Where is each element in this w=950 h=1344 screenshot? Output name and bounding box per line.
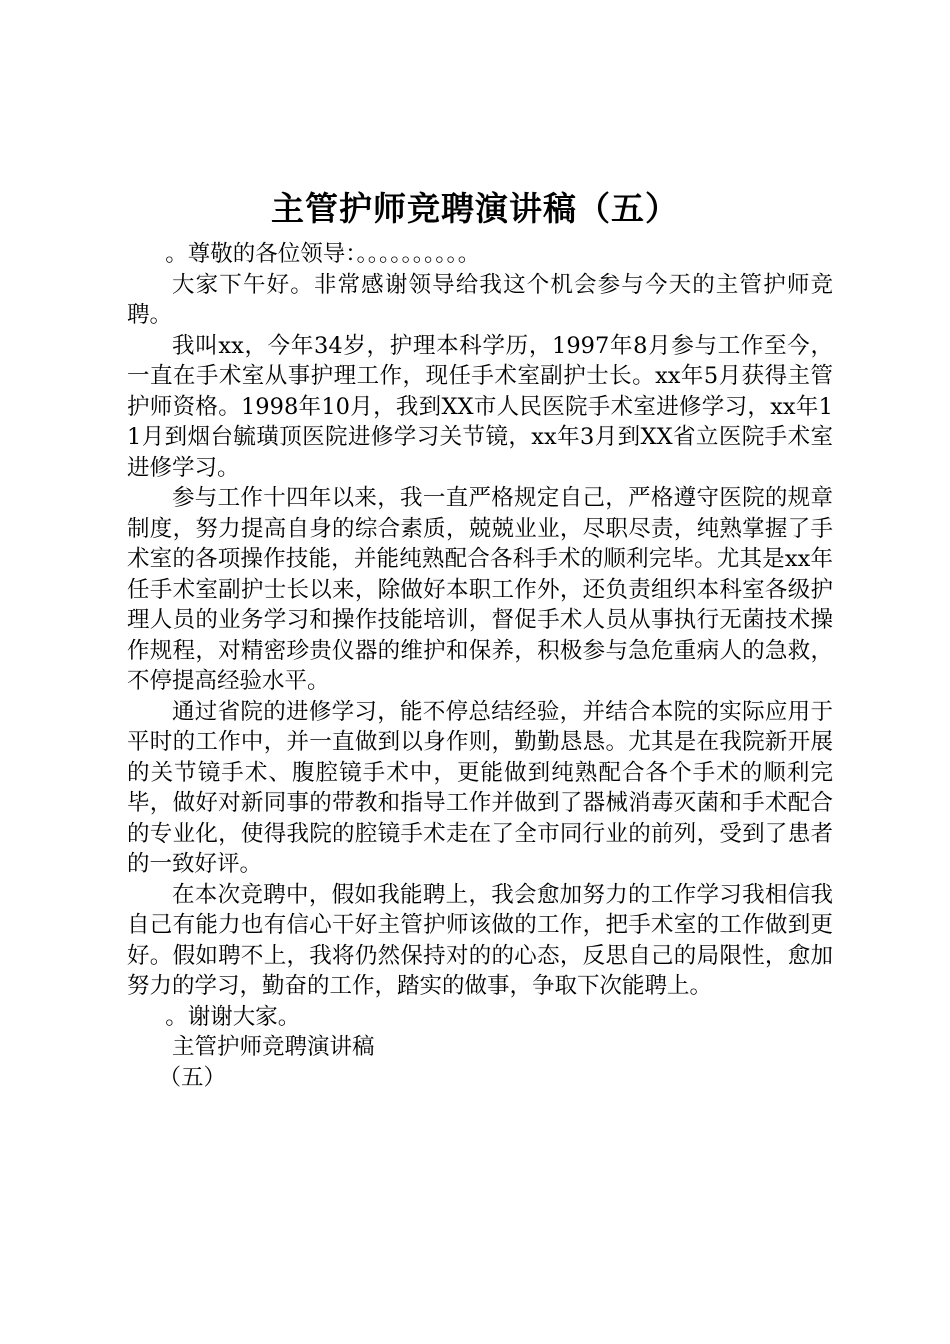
- closing-thanks: 。谢谢大家。: [165, 1003, 301, 1030]
- salutation: 。尊敬的各位领导：。。。。。。。。。。: [165, 241, 481, 267]
- footer-suffix: （五）: [158, 1064, 227, 1091]
- paragraph-work-experience: 参与工作十四年以来，我一直严格规定自己，严格遵守医院的规章制度，努力提高自身的综合素质，兢兢业业，尽职尽责，纯熟掌握了手术室的各项操作技能，并能纯熟配合各科手术的顺利完毕。尤其是xx年任手术室副护士长以来，除做好本职工作外，还负责组织本科室各级护理人员的业务学习和操作技能培训，督促手术人员从事执行无菌技术操作规程，对精密珍贵仪器的维护和保养，积极参与急危重病人的急救，不停提高经验水平。: [127, 485, 833, 694]
- footer-title: 主管护师竞聘演讲稿: [172, 1034, 375, 1060]
- paragraph-commitment: 在本次竞聘中，假如我能聘上，我会愈加努力的工作学习我相信我自己有能力也有信心干好主管护师该做的工作，把手术室的工作做到更好。假如聘不上，我将仍然保持对的的心态，反思自己的局限性，愈加努力的学习，勤奋的工作，踏实的做事，争取下次能聘上。: [127, 881, 833, 999]
- paragraph-achievements: 通过省院的进修学习，能不停总结经验，并结合本院的实际应用于平时的工作中，并一直做到以身作则，勤勤恳恳。尤其是在我院新开展的关节镜手术、腹腔镜手术中，更能做到纯熟配合各个手术的顺利完毕，做好对新同事的带教和指导工作并做到了器械消毒灭菌和手术配合的专业化，使得我院的腔镜手术走在了全市同行业的前列，受到了患者的一致好评。: [127, 698, 833, 877]
- document-title: 主管护师竞聘演讲稿（五）: [271, 189, 679, 228]
- paragraph-introduction: 我叫xx，今年34岁，护理本科学历，1997年8月参与工作至今，一直在手术室从事护理工作，现任手术室副护士长。xx年5月获得主管护师资格。1998年10月，我到XX市人民医院手术室进修学习，xx年11月到烟台毓璜顶医院进修学习关节镜，xx年3月到XX省立医院手术室进修学习。: [127, 332, 833, 481]
- paragraph-greeting: 大家下午好。非常感谢领导给我这个机会参与今天的主管护师竞聘。: [127, 271, 833, 328]
- document-body: [127, 239, 833, 1093]
